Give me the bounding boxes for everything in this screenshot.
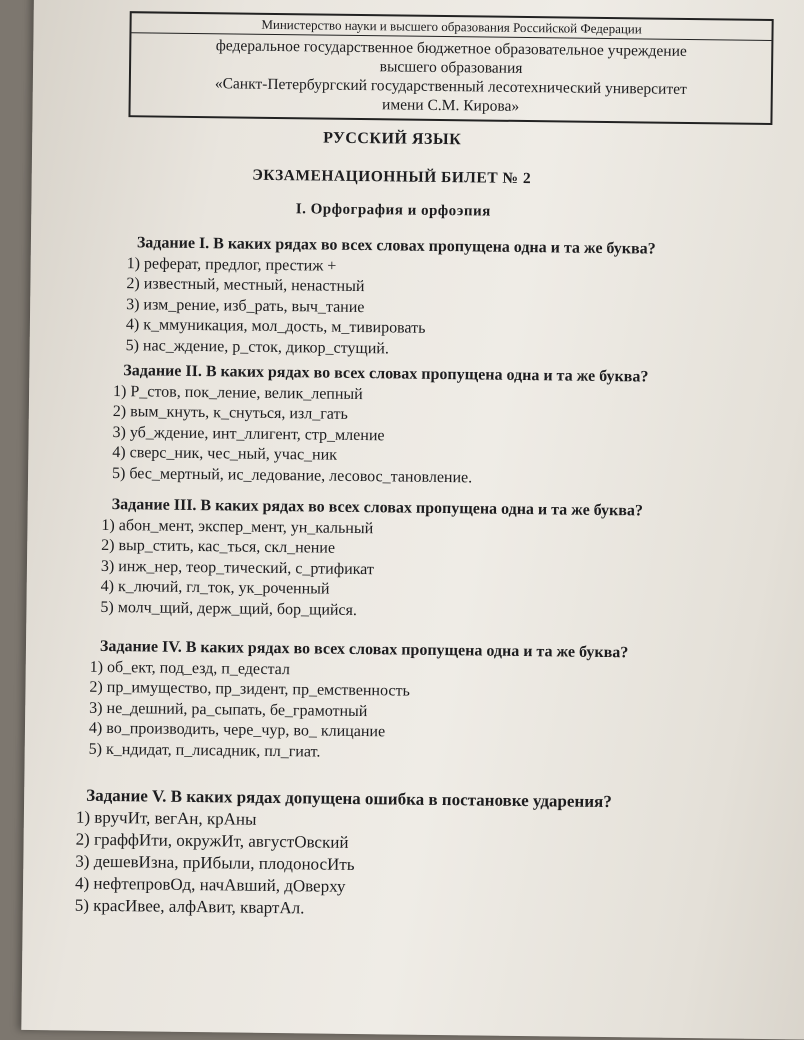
task-option: 1) Р_стов, пок_ление, велик_лепный: [113, 382, 363, 403]
task-option: 1) вручИт, вегАн, крАны: [75, 807, 257, 829]
institution-line: федеральное государственное бюджетное образовательное учреждение: [215, 37, 687, 60]
task-question: Задание I. В каких рядах во всех словах пропущена одна и та же буква?: [136, 234, 656, 258]
task-option: 5) молч_щий, держ_щий, бор_щийся.: [100, 598, 358, 619]
task-option: 4) во_производить, чере_чур, во_ клицание: [88, 719, 386, 741]
task-question: Задание II. В каких рядах во всех словах пропущена одна и та же буква?: [123, 362, 649, 386]
task-option: 1) реферат, предлог, престиж +: [126, 254, 337, 275]
task-option: 2) выр_стить, кас_ться, скл_нение: [101, 536, 336, 557]
task-1: [126, 233, 656, 362]
institution-name: [130, 33, 771, 123]
task-option: 2) вым_кнуть, к_снуться, изл_гать: [112, 402, 348, 423]
institution-line: высшего образования: [379, 58, 523, 77]
exam-sheet: [21, 0, 804, 1040]
task-option: 5) красИвее, алфАвит, квартАл.: [74, 895, 305, 918]
task-option: 4) к_лючий, гл_ток, ук_роченный: [100, 577, 330, 598]
task-option: 3) инж_нер, теор_тический, с_ртификат: [100, 557, 375, 578]
task-option: 2) известный, местный, ненастный: [126, 275, 365, 296]
task-option: 5) к_ндидат, п_лисадник, пл_гиат.: [88, 740, 321, 761]
task-option: 2) пр_имущество, пр_зидент, пр_емственность: [89, 678, 410, 700]
institution-header: [128, 11, 773, 125]
subject-title: РУССКИЙ ЯЗЫК: [323, 129, 462, 149]
section-title: I. Орфография и орфоэпия: [295, 201, 491, 220]
ministry-line: Министерство науки и высшего образования Российской Федерации: [131, 13, 771, 41]
ticket-title: ЭКЗАМЕНАЦИОННЫЙ БИЛЕТ № 2: [252, 166, 532, 188]
institution-line: имени С.М. Кирова»: [381, 96, 520, 115]
task-option: 3) дешевИзна, прИбыли, плодоносИть: [75, 851, 355, 874]
task-option: 5) нас_ждение, р_сток, дикор_стущий.: [125, 336, 390, 357]
task-question: Задание V. В каких рядах допущена ошибка в постановке ударения?: [86, 785, 612, 812]
task-option: 3) изм_рение, изб_рать, выч_тание: [126, 295, 365, 316]
task-3: [100, 495, 643, 625]
task-option: 4) нефтепровОд, начАвший, дОверху: [74, 873, 346, 896]
task-5: [75, 785, 612, 924]
task-option: 3) уб_ждение, инт_ллигент, стр_мление: [112, 423, 385, 444]
task-option: 4) сверс_ник, чес_ный, учас_ник: [112, 443, 338, 464]
task-4: [89, 637, 629, 767]
task-option: 5) бес_мертный, ис_ледование, лесовос_тановление.: [112, 464, 473, 486]
task-option: 2) граффИти, окружИт, августОвский: [75, 829, 349, 852]
task-option: 1) абон_мент, экспер_мент, ун_кальный: [101, 516, 374, 537]
task-option: 4) к_ммуникация, мол_дость, м_тивировать: [125, 316, 426, 337]
task-option: 1) об_ект, под_езд, п_едестал: [89, 658, 291, 678]
task-question: Задание IV. В каких рядах во всех словах пропущена одна и та же буква?: [99, 637, 629, 662]
task-option: 3) не_дешний, ра_сыпать, бе_грамотный: [89, 699, 368, 720]
task-2: [112, 361, 649, 491]
task-question: Задание III. В каких рядах во всех словах пропущена одна и та же буква?: [111, 495, 644, 520]
institution-line: «Санкт-Петербургский государственный лесотехнический университет: [214, 75, 687, 98]
